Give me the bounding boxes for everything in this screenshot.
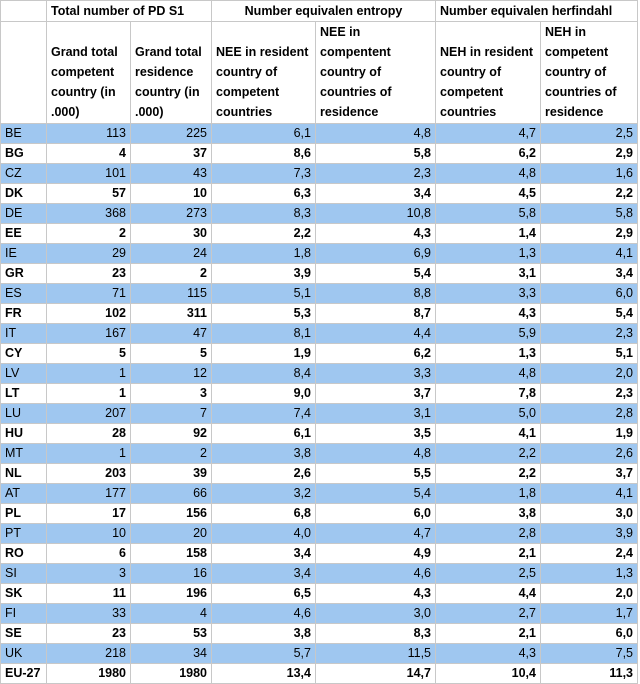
nee-resident-cell: 7,4 [212, 404, 316, 424]
table-row [1, 624, 638, 644]
table-body [1, 1, 638, 684]
table-row [1, 384, 638, 404]
nee-competent-cell: 2,3 [316, 164, 436, 184]
nee-competent-cell: 4,3 [316, 584, 436, 604]
grand-total-competent-cell: 101 [47, 164, 131, 184]
nee-competent-cell: 10,8 [316, 204, 436, 224]
nee-resident-cell: 6,5 [212, 584, 316, 604]
col-header-nee-competent: NEE in compentent country of countries of residence [316, 22, 436, 124]
nee-competent-cell: 3,4 [316, 184, 436, 204]
nee-competent-cell: 5,8 [316, 144, 436, 164]
grand-total-competent-cell: 113 [47, 124, 131, 144]
neh-competent-cell: 3,7 [541, 464, 638, 484]
col-header-neh-resident: NEH in resident country of competent countries [436, 22, 541, 124]
nee-resident-cell: 6,3 [212, 184, 316, 204]
grand-total-residence-cell: 39 [131, 464, 212, 484]
grand-total-competent-cell: 102 [47, 304, 131, 324]
neh-competent-cell: 5,4 [541, 304, 638, 324]
nee-resident-cell: 8,1 [212, 324, 316, 344]
table-row [1, 124, 638, 144]
col-header-grand-total-residence: Grand total residence country (in .000) [131, 22, 212, 124]
table-row [1, 324, 638, 344]
nee-resident-cell: 7,3 [212, 164, 316, 184]
grand-total-competent-cell: 10 [47, 524, 131, 544]
header-nee: Number equivalen entropy [212, 1, 436, 22]
country-cell: LU [1, 404, 47, 424]
neh-competent-cell: 3,4 [541, 264, 638, 284]
country-cell: IT [1, 324, 47, 344]
neh-resident-cell: 10,4 [436, 664, 541, 684]
grand-total-residence-cell: 43 [131, 164, 212, 184]
table-row [1, 644, 638, 664]
grand-total-competent-cell: 177 [47, 484, 131, 504]
nee-competent-cell: 5,4 [316, 484, 436, 504]
neh-resident-cell: 1,3 [436, 244, 541, 264]
neh-competent-cell: 2,0 [541, 364, 638, 384]
neh-resident-cell: 3,3 [436, 284, 541, 304]
col-header-grand-total-competent: Grand total competent country (in .000) [47, 22, 131, 124]
grand-total-residence-cell: 225 [131, 124, 212, 144]
nee-resident-cell: 3,2 [212, 484, 316, 504]
country-cell: DE [1, 204, 47, 224]
table-row [1, 224, 638, 244]
table-row [1, 464, 638, 484]
col-header-neh-competent: NEH in competent country of countries of residence [541, 22, 638, 124]
neh-competent-cell: 11,3 [541, 664, 638, 684]
grand-total-competent-cell: 71 [47, 284, 131, 304]
nee-resident-cell: 5,3 [212, 304, 316, 324]
country-cell: EE [1, 224, 47, 244]
table-row [1, 664, 638, 684]
grand-total-residence-cell: 196 [131, 584, 212, 604]
neh-resident-cell: 2,8 [436, 524, 541, 544]
country-cell: HU [1, 424, 47, 444]
nee-competent-cell: 3,3 [316, 364, 436, 384]
neh-competent-cell: 3,0 [541, 504, 638, 524]
neh-resident-cell: 2,2 [436, 444, 541, 464]
grand-total-residence-cell: 34 [131, 644, 212, 664]
neh-competent-cell: 2,9 [541, 144, 638, 164]
grand-total-residence-cell: 30 [131, 224, 212, 244]
grand-total-residence-cell: 1980 [131, 664, 212, 684]
grand-total-residence-cell: 2 [131, 264, 212, 284]
grand-total-residence-cell: 115 [131, 284, 212, 304]
nee-competent-cell: 3,0 [316, 604, 436, 624]
country-cell: SI [1, 564, 47, 584]
nee-competent-cell: 5,5 [316, 464, 436, 484]
country-cell: SK [1, 584, 47, 604]
country-cell: RO [1, 544, 47, 564]
neh-resident-cell: 5,8 [436, 204, 541, 224]
country-cell: EU-27 [1, 664, 47, 684]
country-cell: CZ [1, 164, 47, 184]
neh-resident-cell: 4,5 [436, 184, 541, 204]
nee-resident-cell: 4,6 [212, 604, 316, 624]
country-cell: ES [1, 284, 47, 304]
corner-cell-sub [1, 22, 47, 124]
neh-resident-cell: 1,4 [436, 224, 541, 244]
neh-competent-cell: 2,3 [541, 384, 638, 404]
country-cell: BE [1, 124, 47, 144]
grand-total-residence-cell: 156 [131, 504, 212, 524]
nee-competent-cell: 4,8 [316, 124, 436, 144]
table-row [1, 184, 638, 204]
grand-total-residence-cell: 3 [131, 384, 212, 404]
nee-competent-cell: 3,5 [316, 424, 436, 444]
table-row [1, 504, 638, 524]
neh-resident-cell: 6,2 [436, 144, 541, 164]
grand-total-competent-cell: 218 [47, 644, 131, 664]
neh-competent-cell: 1,3 [541, 564, 638, 584]
neh-competent-cell: 2,5 [541, 124, 638, 144]
nee-resident-cell: 5,7 [212, 644, 316, 664]
neh-resident-cell: 4,7 [436, 124, 541, 144]
nee-resident-cell: 3,8 [212, 624, 316, 644]
grand-total-competent-cell: 368 [47, 204, 131, 224]
col-header-nee-resident: NEE in resident country of competent countries [212, 22, 316, 124]
table-row [1, 524, 638, 544]
neh-competent-cell: 2,6 [541, 444, 638, 464]
table-row [1, 564, 638, 584]
neh-competent-cell: 2,2 [541, 184, 638, 204]
neh-competent-cell: 6,0 [541, 624, 638, 644]
neh-resident-cell: 5,9 [436, 324, 541, 344]
nee-competent-cell: 4,9 [316, 544, 436, 564]
nee-competent-cell: 8,8 [316, 284, 436, 304]
grand-total-residence-cell: 53 [131, 624, 212, 644]
table-row [1, 144, 638, 164]
table-row [1, 424, 638, 444]
grand-total-competent-cell: 207 [47, 404, 131, 424]
nee-resident-cell: 2,2 [212, 224, 316, 244]
table-row [1, 484, 638, 504]
nee-competent-cell: 4,6 [316, 564, 436, 584]
table-row [1, 304, 638, 324]
grand-total-competent-cell: 1 [47, 364, 131, 384]
neh-competent-cell: 5,1 [541, 344, 638, 364]
grand-total-residence-cell: 37 [131, 144, 212, 164]
neh-resident-cell: 4,8 [436, 164, 541, 184]
grand-total-competent-cell: 29 [47, 244, 131, 264]
neh-resident-cell: 3,1 [436, 264, 541, 284]
nee-competent-cell: 4,4 [316, 324, 436, 344]
neh-competent-cell: 1,6 [541, 164, 638, 184]
grand-total-residence-cell: 24 [131, 244, 212, 264]
country-cell: NL [1, 464, 47, 484]
table-row [1, 344, 638, 364]
neh-resident-cell: 5,0 [436, 404, 541, 424]
country-cell: PT [1, 524, 47, 544]
header-neh: Number equivalen herfindahl [436, 1, 638, 22]
nee-competent-cell: 14,7 [316, 664, 436, 684]
header-column-row [1, 22, 638, 124]
nee-competent-cell: 4,7 [316, 524, 436, 544]
table-row [1, 264, 638, 284]
neh-competent-cell: 5,8 [541, 204, 638, 224]
table-row [1, 604, 638, 624]
neh-resident-cell: 3,8 [436, 504, 541, 524]
neh-resident-cell: 1,8 [436, 484, 541, 504]
neh-competent-cell: 2,4 [541, 544, 638, 564]
grand-total-residence-cell: 12 [131, 364, 212, 384]
nee-competent-cell: 4,8 [316, 444, 436, 464]
country-cell: BG [1, 144, 47, 164]
grand-total-competent-cell: 5 [47, 344, 131, 364]
neh-competent-cell: 4,1 [541, 484, 638, 504]
country-cell: LT [1, 384, 47, 404]
table-row [1, 204, 638, 224]
grand-total-competent-cell: 17 [47, 504, 131, 524]
neh-competent-cell: 7,5 [541, 644, 638, 664]
grand-total-residence-cell: 47 [131, 324, 212, 344]
table-row [1, 544, 638, 564]
grand-total-residence-cell: 273 [131, 204, 212, 224]
nee-competent-cell: 3,1 [316, 404, 436, 424]
neh-resident-cell: 4,3 [436, 644, 541, 664]
nee-competent-cell: 6,0 [316, 504, 436, 524]
grand-total-residence-cell: 2 [131, 444, 212, 464]
nee-competent-cell: 6,2 [316, 344, 436, 364]
nee-resident-cell: 6,8 [212, 504, 316, 524]
nee-competent-cell: 11,5 [316, 644, 436, 664]
neh-competent-cell: 1,9 [541, 424, 638, 444]
grand-total-competent-cell: 167 [47, 324, 131, 344]
grand-total-residence-cell: 5 [131, 344, 212, 364]
nee-resident-cell: 9,0 [212, 384, 316, 404]
grand-total-competent-cell: 23 [47, 264, 131, 284]
nee-competent-cell: 8,7 [316, 304, 436, 324]
neh-resident-cell: 1,3 [436, 344, 541, 364]
nee-resident-cell: 8,4 [212, 364, 316, 384]
table-row [1, 284, 638, 304]
grand-total-residence-cell: 66 [131, 484, 212, 504]
table-row [1, 364, 638, 384]
country-cell: MT [1, 444, 47, 464]
neh-competent-cell: 6,0 [541, 284, 638, 304]
grand-total-competent-cell: 57 [47, 184, 131, 204]
neh-competent-cell: 1,7 [541, 604, 638, 624]
nee-competent-cell: 8,3 [316, 624, 436, 644]
neh-resident-cell: 4,4 [436, 584, 541, 604]
neh-competent-cell: 4,1 [541, 244, 638, 264]
nee-resident-cell: 6,1 [212, 424, 316, 444]
nee-resident-cell: 6,1 [212, 124, 316, 144]
table-row [1, 244, 638, 264]
country-cell: DK [1, 184, 47, 204]
grand-total-competent-cell: 203 [47, 464, 131, 484]
country-cell: GR [1, 264, 47, 284]
nee-competent-cell: 6,9 [316, 244, 436, 264]
grand-total-competent-cell: 33 [47, 604, 131, 624]
table-row [1, 444, 638, 464]
header-group-row [1, 1, 638, 22]
neh-resident-cell: 7,8 [436, 384, 541, 404]
nee-competent-cell: 3,7 [316, 384, 436, 404]
nee-resident-cell: 1,8 [212, 244, 316, 264]
neh-resident-cell: 2,1 [436, 544, 541, 564]
grand-total-residence-cell: 7 [131, 404, 212, 424]
neh-resident-cell: 4,1 [436, 424, 541, 444]
grand-total-residence-cell: 4 [131, 604, 212, 624]
corner-cell [1, 1, 47, 22]
neh-competent-cell: 2,0 [541, 584, 638, 604]
neh-competent-cell: 2,8 [541, 404, 638, 424]
table-row [1, 404, 638, 424]
neh-resident-cell: 4,3 [436, 304, 541, 324]
country-cell: AT [1, 484, 47, 504]
grand-total-residence-cell: 16 [131, 564, 212, 584]
country-cell: CY [1, 344, 47, 364]
country-cell: FR [1, 304, 47, 324]
grand-total-residence-cell: 92 [131, 424, 212, 444]
country-cell: FI [1, 604, 47, 624]
country-cell: PL [1, 504, 47, 524]
nee-resident-cell: 8,3 [212, 204, 316, 224]
table-row [1, 584, 638, 604]
grand-total-residence-cell: 158 [131, 544, 212, 564]
header-total-pd-s1: Total number of PD S1 [47, 1, 212, 22]
neh-competent-cell: 3,9 [541, 524, 638, 544]
nee-resident-cell: 4,0 [212, 524, 316, 544]
country-cell: LV [1, 364, 47, 384]
grand-total-competent-cell: 28 [47, 424, 131, 444]
country-cell: UK [1, 644, 47, 664]
neh-resident-cell: 4,8 [436, 364, 541, 384]
nee-competent-cell: 4,3 [316, 224, 436, 244]
nee-resident-cell: 1,9 [212, 344, 316, 364]
nee-resident-cell: 3,9 [212, 264, 316, 284]
nee-resident-cell: 5,1 [212, 284, 316, 304]
nee-resident-cell: 2,6 [212, 464, 316, 484]
grand-total-competent-cell: 3 [47, 564, 131, 584]
grand-total-competent-cell: 1980 [47, 664, 131, 684]
grand-total-residence-cell: 10 [131, 184, 212, 204]
table-row [1, 164, 638, 184]
neh-resident-cell: 2,7 [436, 604, 541, 624]
neh-competent-cell: 2,9 [541, 224, 638, 244]
grand-total-competent-cell: 11 [47, 584, 131, 604]
nee-resident-cell: 3,8 [212, 444, 316, 464]
grand-total-competent-cell: 1 [47, 444, 131, 464]
grand-total-residence-cell: 20 [131, 524, 212, 544]
nee-resident-cell: 3,4 [212, 544, 316, 564]
grand-total-competent-cell: 2 [47, 224, 131, 244]
grand-total-competent-cell: 23 [47, 624, 131, 644]
neh-resident-cell: 2,2 [436, 464, 541, 484]
nee-competent-cell: 5,4 [316, 264, 436, 284]
nee-resident-cell: 13,4 [212, 664, 316, 684]
neh-competent-cell: 2,3 [541, 324, 638, 344]
nee-resident-cell: 3,4 [212, 564, 316, 584]
grand-total-competent-cell: 4 [47, 144, 131, 164]
country-cell: IE [1, 244, 47, 264]
neh-resident-cell: 2,1 [436, 624, 541, 644]
grand-total-competent-cell: 1 [47, 384, 131, 404]
grand-total-competent-cell: 6 [47, 544, 131, 564]
country-cell: SE [1, 624, 47, 644]
nee-resident-cell: 8,6 [212, 144, 316, 164]
neh-resident-cell: 2,5 [436, 564, 541, 584]
grand-total-residence-cell: 311 [131, 304, 212, 324]
